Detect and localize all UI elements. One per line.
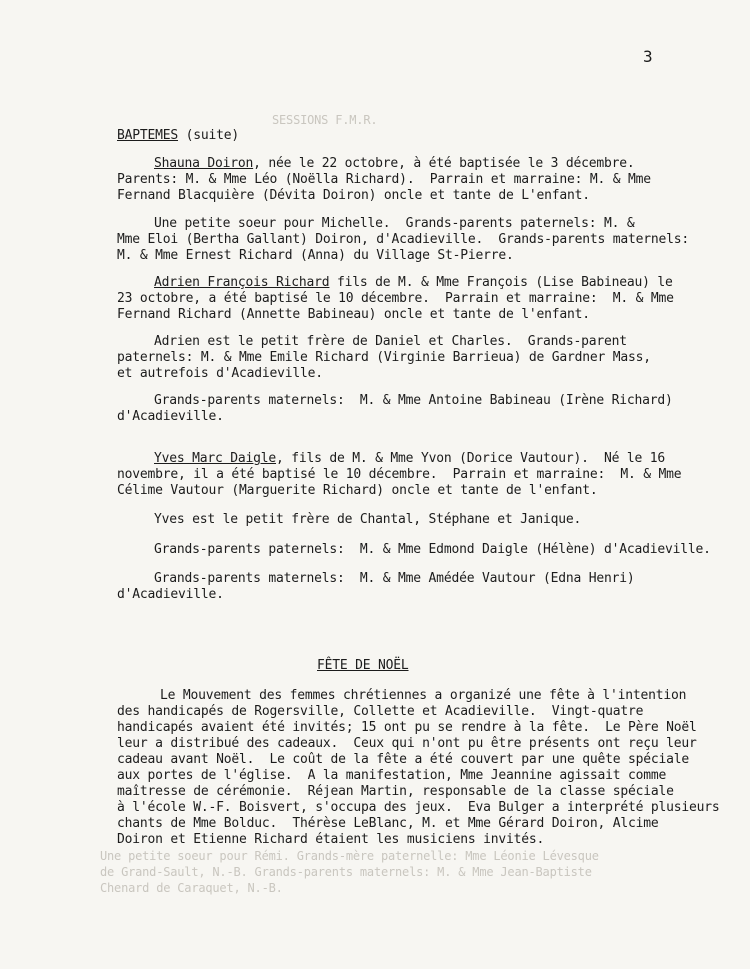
paragraph-line: Doiron et Etienne Richard étaient les musiciens invités. <box>117 832 545 847</box>
entry-text: , née le 22 octobre, à été baptisée le 3 décembre. <box>253 156 635 171</box>
baptism-entry-line: novembre, il a été baptisé le 10 décembre. Parrain et marraine: M. & Mme <box>117 467 682 482</box>
baptism-entry-line: d'Acadieville. <box>117 587 224 602</box>
baptism-entry-line <box>154 156 635 172</box>
baptism-entry-line <box>154 275 673 291</box>
baptism-entry-line: 23 octobre, a été baptisé le 10 décembre. Parrain et marraine: M. & Mme <box>117 291 674 306</box>
baptism-entry-line: Fernand Richard (Annette Babineau) oncle et tante de l'enfant. <box>117 307 590 322</box>
baptism-entry-line: Célime Vautour (Marguerite Richard) oncle et tante de l'enfant. <box>117 483 598 498</box>
baptism-entry-line: Grands-parents maternels: M. & Mme Antoine Babineau (Irène Richard) <box>154 393 673 408</box>
baptism-entry-line: Parents: M. & Mme Léo (Noëlla Richard). Parrain et marraine: M. & Mme <box>117 172 651 187</box>
heading-text: BAPTEMES <box>117 128 179 143</box>
baptism-entry-line: d'Acadieville. <box>117 409 224 424</box>
baptism-entry-line <box>154 451 665 467</box>
baptism-entry-line: M. & Mme Ernest Richard (Anna) du Village St-Pierre. <box>117 248 514 263</box>
section-heading-fete-de-noel: FÊTE DE NOËL <box>317 658 409 673</box>
entry-text: , fils de M. & Mme Yvon (Dorice Vautour). Né le 16 <box>276 451 665 466</box>
heading-suffix: (suite) <box>178 128 240 143</box>
paragraph-line: aux portes de l'église. A la manifestation, Mme Jeannine agissait comme <box>117 768 667 783</box>
baptism-entry-line: Yves est le petit frère de Chantal, Stéphane et Janique. <box>154 512 582 527</box>
baptism-entry-line: Une petite soeur pour Michelle. Grands-parents paternels: M. & <box>154 216 635 231</box>
baptism-entry-line: paternels: M. & Mme Emile Richard (Virginie Barrieua) de Gardner Mass, <box>117 350 651 365</box>
paragraph-line: des handicapés de Rogersville, Collette et Acadieville. Vingt-quatre <box>117 704 644 719</box>
bleed-through-line: de Grand-Sault, N.-B. Grands-parents maternels: M. & Mme Jean-Baptiste <box>100 865 592 879</box>
section-heading-baptemes <box>117 128 239 144</box>
entry-text: fils de M. & Mme François (Lise Babineau) le <box>329 275 673 290</box>
paragraph-line: chants de Mme Bolduc. Thérèse LeBlanc, M. et Mme Gérard Doiron, Alcime <box>117 816 659 831</box>
paragraph-line: maîtresse de cérémonie. Réjean Martin, responsable de la classe spéciale <box>117 784 674 799</box>
paragraph-line: à l'école W.-F. Boisvert, s'occupa des jeux. Eva Bulger a interprété plusieurs <box>117 800 720 815</box>
bleed-through-heading: SESSIONS F.M.R. <box>272 113 378 127</box>
baptism-entry-line: Mme Eloi (Bertha Gallant) Doiron, d'Acadieville. Grands-parents maternels: <box>117 232 689 247</box>
baptism-entry-line: Grands-parents paternels: M. & Mme Edmond Daigle (Hélène) d'Acadieville. <box>154 542 711 557</box>
baptism-entry-line: et autrefois d'Acadieville. <box>117 366 323 381</box>
baptism-entry-line: Fernand Blacquière (Dévita Doiron) oncle et tante de L'enfant. <box>117 188 590 203</box>
paragraph-line: leur a distribué des cadeaux. Ceux qui n'ont pu être présents ont reçu leur <box>117 736 697 751</box>
baptized-name: Shauna Doiron <box>154 156 254 171</box>
paragraph-line: Le Mouvement des femmes chrétiennes a organizé une fête à l'intention <box>160 688 687 703</box>
paragraph-line: cadeau avant Noël. Le coût de la fête a été couvert par une quête spéciale <box>117 752 689 767</box>
bleed-through-line: Une petite soeur pour Rémi. Grands-mère paternelle: Mme Léonie Lévesque <box>100 849 599 863</box>
baptized-name: Yves Marc Daigle <box>154 451 277 466</box>
paragraph-line: handicapés avaient été invités; 15 ont pu se rendre à la fête. Le Père Noël <box>117 720 697 735</box>
bleed-through-line: Chenard de Caraquet, N.-B. <box>100 881 283 895</box>
baptism-entry-line: Grands-parents maternels: M. & Mme Amédée Vautour (Edna Henri) <box>154 571 635 586</box>
baptism-entry-line: Adrien est le petit frère de Daniel et Charles. Grands-parent <box>154 334 627 349</box>
baptized-name: Adrien François Richard <box>154 275 330 290</box>
page-number: 3 <box>643 47 653 66</box>
